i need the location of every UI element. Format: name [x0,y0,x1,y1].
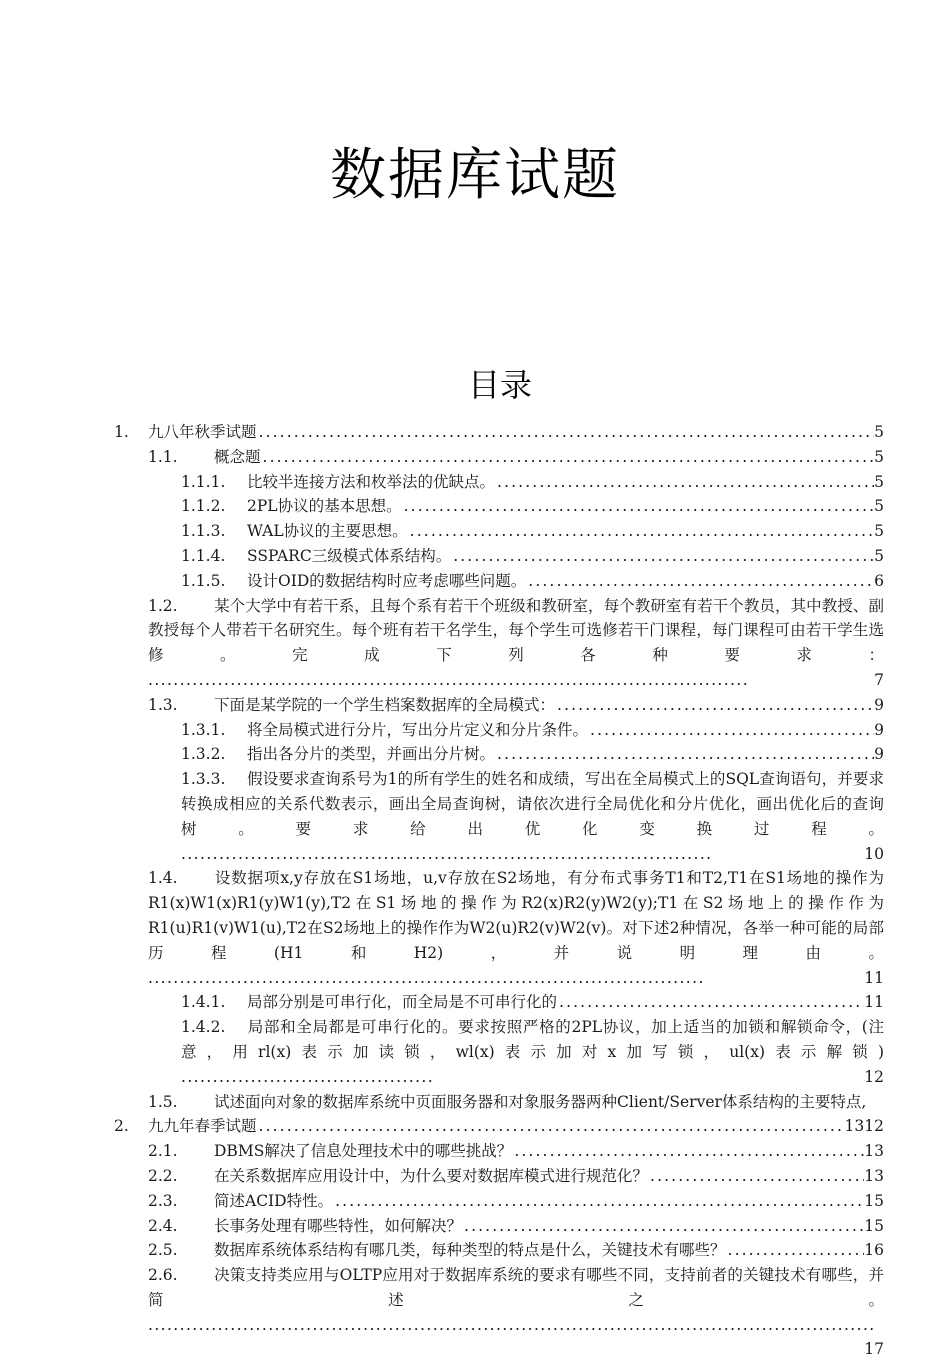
toc-entry-page: 10 [864,844,884,863]
toc-entry[interactable] [0,1164,950,1189]
toc-entry-title: SSPARC三级模式体系结构。 [247,546,452,565]
toc-entry-page: 11 [864,993,884,1012]
dot-leader [333,1189,864,1214]
toc-entry[interactable] [0,519,950,544]
toc-entry-page: 12 [864,1067,884,1086]
toc-entry-number: 1.1. [148,447,178,466]
table-of-contents [0,420,950,1362]
toc-entry-page: 15 [864,1216,884,1235]
toc-entry-title: 指出各分片的类型，并画出分片树。 [247,745,496,764]
toc-entry-number: 1.1.1. [181,472,226,491]
toc-entry-number: 1.3.3. [181,770,226,789]
toc-entry-title: 数据库系统体系结构有哪几类，每种类型的特点是什么，关键技术有哪些？ [214,1241,726,1260]
toc-entry-title: 设计OID的数据结构时应考虑哪些问题。 [247,571,527,590]
toc-entry[interactable] [0,445,950,470]
dot-leader: ................................................................................................................... [148,1315,876,1334]
toc-entry-page: 5 [874,472,884,491]
dot-leader [648,1164,864,1189]
toc-entry-number: 2.1. [148,1142,178,1161]
toc-entry-page: 5 [874,522,884,541]
toc-entry-title: 简述ACID特性。 [214,1191,334,1210]
dot-leader: .................................................................................... [181,844,713,863]
toc-entry-title: 九八年秋季试题 [148,423,257,441]
toc-entry[interactable] [0,470,950,495]
dot-leader [495,470,874,495]
toc-entry[interactable] [0,742,950,767]
toc-entry[interactable] [0,693,950,718]
toc-entry[interactable] [0,767,950,866]
toc-entry-number: 1. [114,423,129,441]
dot-leader [402,494,875,519]
toc-entry[interactable] [0,1263,950,1359]
dot-leader [408,519,874,544]
toc-entry-number: 1.4.2. [181,1018,226,1037]
dot-leader [726,1238,865,1263]
dot-leader [555,693,874,718]
toc-entry-page: 6 [874,571,884,590]
dot-leader [495,742,874,767]
toc-entry-number: 1.3. [148,695,178,714]
toc-entry-number: 1.1.2. [181,497,226,516]
dot-leader: ........................................................................................ [148,968,705,987]
toc-entry-page: 9 [874,720,884,739]
dot-leader [512,1139,864,1164]
toc-entry-number: 2.4. [148,1216,178,1235]
toc-entry-number: 1.3.2. [181,745,226,764]
toc-entry-page: 16 [864,1241,884,1260]
toc-entry-title: 在关系数据库应用设计中，为什么要对数据库模式进行规范化？ [214,1166,649,1185]
toc-entry-number: 1.1.5. [181,571,226,590]
toc-entry-title: DBMS解决了信息处理技术中的哪些挑战？ [214,1142,513,1161]
toc-entry-number: 1.1.4. [181,546,226,565]
toc-entry-title: 假设要求查询系号为1的所有学生的姓名和成绩，写出在全局模式上的SQL查询语句，并要求转换成相应的关系代数表示，画出全局查询树，请依次进行全局优化和分片优化，画出优化后的查询树。要求给出优化变换过程。 [181,770,884,838]
dot-leader [557,990,864,1015]
toc-entry-page: 13 [844,1117,865,1136]
toc-entry[interactable] [0,594,950,693]
toc-entry-number: 1.4. [148,869,178,888]
toc-entry-title: 将全局模式进行分片，写出分片定义和分片条件。 [247,720,589,739]
toc-entry-title: 局部和全局都是可串行化的。要求按照严格的2PL协议，加上适当的加锁和解锁命令，(注意，用rl(x)表示加读锁，wl(x)表示加对x加写锁，ul(x)表示解锁) [181,1018,884,1061]
toc-entry[interactable] [0,1189,950,1214]
toc-entry-title: WAL协议的主要思想。 [247,522,408,541]
toc-entry[interactable] [0,1015,950,1089]
toc-entry-title: 九九年春季试题 [148,1117,257,1136]
toc-entry-page: 5 [874,497,884,516]
toc-entry-number: 2.5. [148,1241,178,1260]
toc-entry-page: 5 [874,423,884,441]
toc-entry-page: 13 [864,1166,884,1185]
dot-leader [462,1214,864,1239]
toc-entry[interactable] [0,1114,950,1139]
toc-entry-title: 2PL协议的基本思想。 [247,497,402,516]
toc-entry[interactable] [0,544,950,569]
toc-entry[interactable] [0,494,950,519]
toc-entry-title: 概念题 [214,447,261,466]
toc-entry-title: 决策支持类应用与OLTP应用对于数据库系统的要求有哪些不同，支持前者的关键技术有哪些，并简述之。 [148,1266,884,1309]
dot-leader [261,445,875,470]
toc-entry-title: 试述面向对象的数据库系统中页面服务器和对象服务器两种Client/Server体系结构的主要特点, [214,1092,867,1111]
dot-leader: ........................................ [181,1067,435,1086]
dot-leader [526,569,874,594]
toc-entry[interactable] [0,1139,950,1164]
toc-entry-page: 9 [874,745,884,764]
toc-entry-number: 1.1.3. [181,522,226,541]
dot-leader [588,718,874,743]
toc-entry-number: 2.6. [148,1266,178,1285]
toc-entry-page: 12 [864,1117,884,1136]
document-title: 数据库试题 [330,143,620,208]
toc-entry-page: 13 [864,1142,884,1161]
toc-entry-title: 某个大学中有若干系，且每个系有若干个班级和教研室，每个教研室有若干个教员，其中教授、副教授每个人带若干名研究生。每个班有若干名学生，每个学生可选修若干门课程，每门课程可由若干学生选修。完成下列各种要求： [148,596,884,665]
toc-entry-number: 1.4.1. [181,993,226,1012]
toc-entry[interactable] [0,990,950,1015]
toc-entry-page: 15 [864,1191,884,1210]
toc-entry-page: 9 [874,695,884,714]
toc-entry[interactable] [0,1238,950,1263]
toc-entry[interactable] [0,420,950,445]
dot-leader [257,1114,845,1139]
toc-entry-number: 1.3.1. [181,720,226,739]
toc-entry[interactable] [0,569,950,594]
toc-entry-page: 5 [874,546,884,565]
dot-leader [451,544,874,569]
toc-entry-number: 2.3. [148,1191,178,1210]
toc-entry[interactable] [0,718,950,743]
toc-entry-number: 2. [114,1117,129,1136]
toc-entry-title: 局部分别是可串行化，而全局是不可串行化的 [247,993,558,1012]
toc-entry-number: 1.5. [148,1092,178,1111]
dot-leader: ............................................................................................... [148,670,750,689]
toc-entry-number: 1.2. [148,596,178,615]
toc-entry-title: 比较半连接方法和枚举法的优缺点。 [247,472,496,491]
toc-entry[interactable] [0,866,950,990]
toc-heading: 目录 [467,366,532,404]
toc-entry-title: 设数据项x,y存放在S1场地，u,v存放在S2场地，有分布式事务T1和T2,T1在S1场地的操作为R1(x)W1(x)R1(y)W1(y),T2在S1场地的操作为R2(x)R2(y)W2(y);T1在S2场地上的操作作为R1(u)R1(v)W1(u),T2在S2场地上的操作作为W2(u)R2(v)W2(v)。对下述2种情况，各举一种可能的局部历程(H1和H2)，并说明理由。 [148,869,884,962]
toc-entry-title: 长事务处理有哪些特性，如何解决？ [214,1216,463,1235]
toc-entry-title: 下面是某学院的一个学生档案数据库的全局模式： [214,695,556,714]
toc-entry-number: 2.2. [148,1166,178,1185]
toc-entry-page: 11 [864,968,884,987]
toc-entry-page: 17 [864,1340,884,1359]
dot-leader [257,420,875,445]
toc-entry-page: 5 [874,447,884,466]
toc-entry[interactable] [0,1214,950,1239]
toc-entry-page: 7 [874,670,884,689]
